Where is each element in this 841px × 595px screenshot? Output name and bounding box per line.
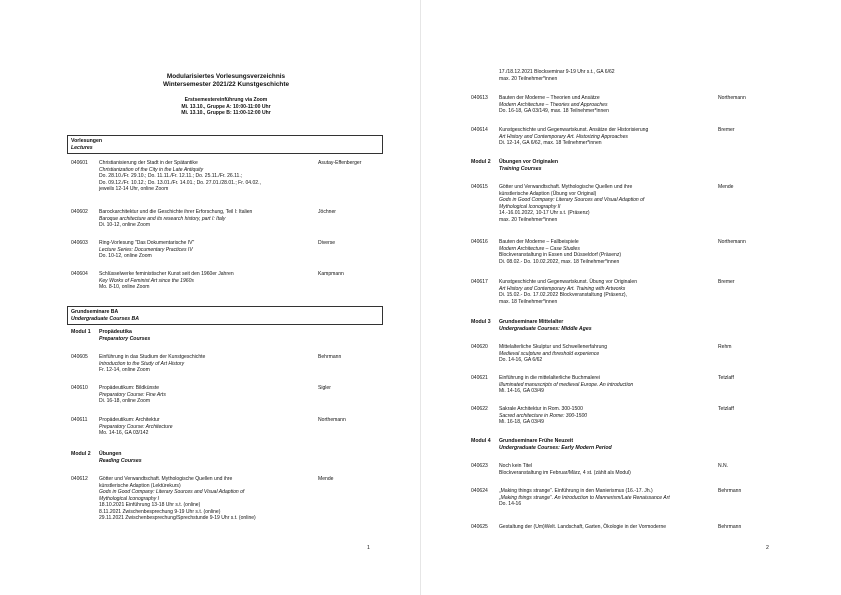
lecturer-name: Tetzlaff bbox=[718, 406, 734, 412]
course-title-english: Lecture Series: Documentary Practices IV bbox=[99, 246, 193, 253]
module-title: Grundseminare Frühe Neuzeit bbox=[499, 438, 574, 444]
intro-line-2: Mi. 13.10., Gruppe B: 11:00-12:00 Uhr bbox=[181, 110, 271, 117]
module-number: Modul 2 bbox=[71, 451, 91, 457]
course-title-english: Key Works of Feminist Art since the 1960s bbox=[99, 277, 194, 284]
course-schedule: Do. 16-18, GA 03/149, max. 18 Teilnehmer*innen bbox=[499, 108, 609, 114]
section-title: Grundseminare BA bbox=[71, 309, 119, 315]
lecturer-name: Behrmann bbox=[718, 524, 742, 530]
lecturer-name: Tetzlaff bbox=[718, 375, 734, 381]
course-schedule: Fr. 12-14, online Zoom bbox=[99, 367, 150, 373]
course-number: 040603 bbox=[71, 240, 88, 246]
course-number: 040620 bbox=[471, 344, 488, 350]
course-number: 040605 bbox=[71, 354, 88, 360]
title-line-1: Modularisiertes Vorlesungsverzeichnis bbox=[166, 73, 286, 80]
course-schedule: 14.-16.01.2022, 10-17 Uhr s.t. (Präsenz) bbox=[499, 210, 590, 216]
course-schedule: max. 18 Teilnehmer*innen bbox=[499, 298, 558, 305]
module-number: Modul 3 bbox=[471, 319, 491, 325]
module-title: Übungen vor Originalen bbox=[499, 159, 559, 165]
course-details bbox=[99, 160, 304, 193]
course-title-english: „Making things strange“. An Introduction to Mannerism/Late Renaissance Art bbox=[499, 494, 670, 501]
course-title: Christianisierung der Stadt in der Spätantike bbox=[99, 160, 198, 166]
course-title: Mittelalterliche Skulptur und Schwellenerfahrung bbox=[499, 344, 608, 350]
course-title-english: Mythological Iconography I bbox=[99, 495, 160, 502]
page-number: 1 bbox=[367, 545, 370, 551]
lecturer-name: N.N. bbox=[718, 463, 729, 469]
lecturer-name: Northemann bbox=[718, 95, 746, 101]
course-details bbox=[99, 417, 304, 437]
lecturer-name: Mende bbox=[718, 184, 734, 190]
continuation-line: max. 20 Teilnehmer*innen bbox=[499, 75, 558, 82]
document-page-2 bbox=[421, 0, 841, 595]
course-details bbox=[499, 184, 704, 223]
course-details bbox=[99, 354, 304, 374]
course-number: 040616 bbox=[471, 239, 488, 245]
course-schedule: 18.10.2021 Einführung 13-18 Uhr s.t. (online) bbox=[99, 502, 201, 508]
continuation-line: 17./18.12.2021 Blockseminar 9-19 Uhr s.t., GA 6/62 bbox=[499, 69, 615, 75]
course-title-english: Gods in Good Company: Literary Sources and Visual Adaption of bbox=[499, 197, 645, 203]
course-schedule: Di. 08.02.- Do. 10.02.2022, max. 18 Teilnehmer*innen bbox=[499, 258, 620, 265]
course-title: Schlüsselwerke feministischer Kunst seit den 1960er Jahren bbox=[99, 271, 234, 277]
lecturer-name: Rehm bbox=[718, 344, 732, 350]
course-schedule: Mo. 8-10, online Zoom bbox=[99, 284, 150, 290]
module-subtitle: Undergraduate Courses: Middle Ages bbox=[499, 325, 592, 332]
course-title: Einführung in das Studium der Kunstgeschichte bbox=[99, 354, 206, 360]
course-schedule: Mi. 14-16, GA 03/49 bbox=[499, 388, 544, 394]
course-number: 040612 bbox=[71, 476, 88, 482]
section-subtitle: Lectures bbox=[71, 144, 93, 151]
continuation-text bbox=[499, 69, 615, 82]
lecturer-name: Northemann bbox=[718, 239, 746, 245]
course-title-english: Christianization of the City in the Late Antiquity bbox=[99, 166, 204, 173]
course-schedule: max. 20 Teilnehmer*innen bbox=[499, 216, 558, 223]
course-schedule: Di. 15.02.- Do. 17.02.2022 Blockveranstaltung (Präsenz), bbox=[499, 292, 627, 298]
course-title-english: Preparatory Course: Fine Arts bbox=[99, 391, 166, 398]
course-number: 040622 bbox=[471, 406, 488, 412]
course-schedule: 29.11.2021 Zwischenbesprechung/Sprechstunde 9-19 Uhr s.t. (online) bbox=[99, 515, 256, 521]
course-schedule: Di. 10-12, online Zoom bbox=[99, 222, 151, 228]
course-title: künstlerische Adaption (Lektürekurs) bbox=[99, 482, 181, 489]
course-schedule: Do. 09.12./Fr. 10.12.; Do. 13.01./Fr. 14.01.; Do. 27.01./28.01.; Fr. 04.02., bbox=[99, 179, 261, 186]
course-number: 040610 bbox=[71, 385, 88, 391]
course-details bbox=[99, 385, 304, 405]
course-title-english: Modern Architecture – Theories and Approaches bbox=[499, 101, 608, 108]
course-schedule: Do. 10-12, online Zoom bbox=[99, 253, 152, 259]
course-number: 040602 bbox=[71, 209, 88, 215]
module-number: Modul 2 bbox=[471, 159, 491, 165]
module-title: Propädeutika bbox=[99, 329, 132, 335]
section-box-undergraduate bbox=[67, 306, 383, 325]
course-title-english: Introduction to the Study of Art History bbox=[99, 360, 185, 367]
course-number: 040615 bbox=[471, 184, 488, 190]
course-title: Noch kein Titel bbox=[499, 463, 533, 469]
course-schedule: Do. 14-16 bbox=[499, 501, 522, 507]
lecturer-name: Bremer bbox=[718, 279, 735, 285]
course-title-english: Medieval sculpture and threshold experience bbox=[499, 350, 600, 357]
lecturer-name: Jöchner bbox=[318, 209, 336, 215]
lecturer-name: Bremer bbox=[718, 127, 735, 133]
lecturer-name: Mende bbox=[318, 476, 334, 482]
course-number: 040621 bbox=[471, 375, 488, 381]
course-details bbox=[99, 476, 304, 522]
course-number: 040625 bbox=[471, 524, 488, 530]
course-schedule: Do. 14-16, GA 6/62 bbox=[499, 357, 543, 363]
course-schedule: 8.11.2021 Zwischenbesprechung 9-19 Uhr s.t. (online) bbox=[99, 508, 221, 515]
course-number: 040613 bbox=[471, 95, 488, 101]
module-title: Grundseminare Mittelalter bbox=[499, 319, 564, 325]
course-title: Kunstgeschichte und Gegenwartskunst. Übung vor Originalen bbox=[499, 279, 638, 285]
intro-line-1: Mi. 13.10., Gruppe A: 10:00-11:00 Uhr bbox=[181, 103, 271, 110]
course-details bbox=[99, 240, 304, 260]
course-title-english: Mythological Iconography II bbox=[499, 203, 561, 210]
course-details bbox=[499, 279, 704, 305]
course-title-english: Illuminated manuscripts of medieval Europe. An introduction bbox=[499, 381, 634, 388]
course-title-english: Preparatory Course: Architecture bbox=[99, 423, 173, 430]
course-title-english: Gods in Good Company: Literary Sources and Visual Adaption of bbox=[99, 489, 245, 495]
course-details bbox=[499, 463, 704, 476]
course-schedule: Mo. 14-16, GA 03/142 bbox=[99, 430, 149, 436]
course-details bbox=[99, 209, 304, 229]
course-title: Kunstgeschichte und Gegenwartskunst. Ansätze der Historisierung bbox=[499, 127, 649, 133]
module-title: Übungen bbox=[99, 451, 122, 457]
lecturer-name: Behrmann bbox=[718, 488, 742, 494]
course-number: 040617 bbox=[471, 279, 488, 285]
module-subtitle: Training Courses bbox=[499, 165, 542, 172]
course-title: Ring-Vorlesung "Das Dokumentarische IV" bbox=[99, 240, 195, 246]
section-title: Vorlesungen bbox=[71, 138, 103, 144]
section-subtitle: Undergraduate Courses BA bbox=[71, 315, 140, 322]
module-number: Modul 4 bbox=[471, 438, 491, 444]
course-title: „Making things strange“. Einführung in den Manierismus (16.-17. Jh.) bbox=[499, 488, 653, 494]
module-subtitle: Preparatory Courses bbox=[99, 335, 151, 342]
course-number: 040611 bbox=[71, 417, 88, 423]
course-number: 040623 bbox=[471, 463, 488, 469]
module-subtitle: Undergraduate Courses: Early Modern Period bbox=[499, 444, 612, 451]
course-title: künstlerische Adaption (Übung vor Original) bbox=[499, 190, 597, 197]
page-number: 2 bbox=[766, 545, 769, 551]
module-subtitle: Reading Courses bbox=[99, 457, 142, 464]
course-title: Bauten der Moderne – Fallbeispiele bbox=[499, 239, 579, 245]
course-title-english: Art History and Contemporary Art. Historizing Approaches bbox=[499, 133, 628, 140]
lecturer-name: Sigler bbox=[318, 385, 331, 391]
lecturer-name: Kampmann bbox=[318, 271, 344, 277]
course-title: Einführung in die mittelalterliche Buchmalerei bbox=[499, 375, 600, 381]
course-details bbox=[499, 239, 704, 265]
course-number: 040624 bbox=[471, 488, 488, 494]
course-number: 040601 bbox=[71, 160, 88, 166]
course-number: 040604 bbox=[71, 271, 88, 277]
intro-title: Erstsemestereinführung via Zoom bbox=[184, 97, 268, 103]
course-schedule: Blockveranstaltung im Februar/März, 4 st. (zählt als Modul) bbox=[499, 469, 631, 476]
course-title-english: Baroque architecture and its research history, part I: Italy bbox=[99, 215, 226, 222]
course-details bbox=[499, 344, 704, 364]
course-schedule: Blockveranstaltung in Essen und Düsseldorf (Präsenz) bbox=[499, 252, 622, 258]
course-details bbox=[99, 271, 304, 291]
course-title: Götter und Verwandtschaft. Mythologische Quellen und ihre bbox=[99, 476, 233, 482]
course-title-english: Modern Architecture – Case Studies bbox=[499, 245, 580, 252]
title-line-2: Wintersemester 2021/22 Kunstgeschichte bbox=[162, 81, 290, 88]
course-title: Propädeutikum: Bildkünste bbox=[99, 385, 160, 391]
course-schedule: Do. 28.10./Fr. 29.10.; Do. 11.11./Fr. 12.11.; Do. 25.11./Fr. 26.11.; bbox=[99, 173, 243, 179]
course-title-english: Art History and Contemporary Art. Training with Artworks bbox=[499, 285, 626, 292]
course-schedule: jeweils 12-14 Uhr, online Zoom bbox=[99, 186, 169, 192]
document-title bbox=[70, 73, 382, 89]
course-details bbox=[499, 375, 704, 395]
course-schedule: Di. 12-14, GA 6/62, max. 18 Teilnehmer*innen bbox=[499, 140, 602, 146]
lecturer-name: Diverse bbox=[318, 240, 336, 246]
course-schedule: Di. 16-18, online Zoom bbox=[99, 398, 151, 404]
course-details bbox=[499, 488, 704, 508]
course-title: Götter und Verwandtschaft. Mythologische Quellen und ihre bbox=[499, 184, 633, 190]
course-details bbox=[499, 406, 704, 426]
lecturer-name: Behrmann bbox=[318, 354, 342, 360]
course-title: Propädeutikum: Architektur bbox=[99, 417, 160, 423]
course-title: Barockarchitektur und die Geschichte ihrer Erforschung, Teil I: Italien bbox=[99, 209, 253, 215]
module-number: Modul 1 bbox=[71, 329, 91, 335]
lecturer-name: Northemann bbox=[318, 417, 346, 423]
course-title: Bauten der Moderne – Theorien und Ansätze bbox=[499, 95, 600, 101]
course-details bbox=[499, 95, 704, 115]
course-number: 040614 bbox=[471, 127, 488, 133]
course-title-english: Sacred architecture in Rome: 300-1500 bbox=[499, 412, 588, 419]
document-page-1 bbox=[0, 0, 420, 595]
course-title: Gestaltung der (Um)Welt. Landschaft, Garten, Ökologie in der Vormoderne bbox=[499, 524, 667, 530]
lecturer-name: Asutay-Effenberger bbox=[318, 160, 362, 166]
section-box-lectures bbox=[67, 135, 383, 154]
course-title: Sakrale Architektur in Rom. 300-1500 bbox=[499, 406, 583, 412]
course-details bbox=[499, 127, 704, 147]
course-schedule: Mi. 16-18, GA 03/49 bbox=[499, 419, 544, 425]
intro-block bbox=[70, 97, 382, 117]
course-details bbox=[499, 524, 704, 531]
